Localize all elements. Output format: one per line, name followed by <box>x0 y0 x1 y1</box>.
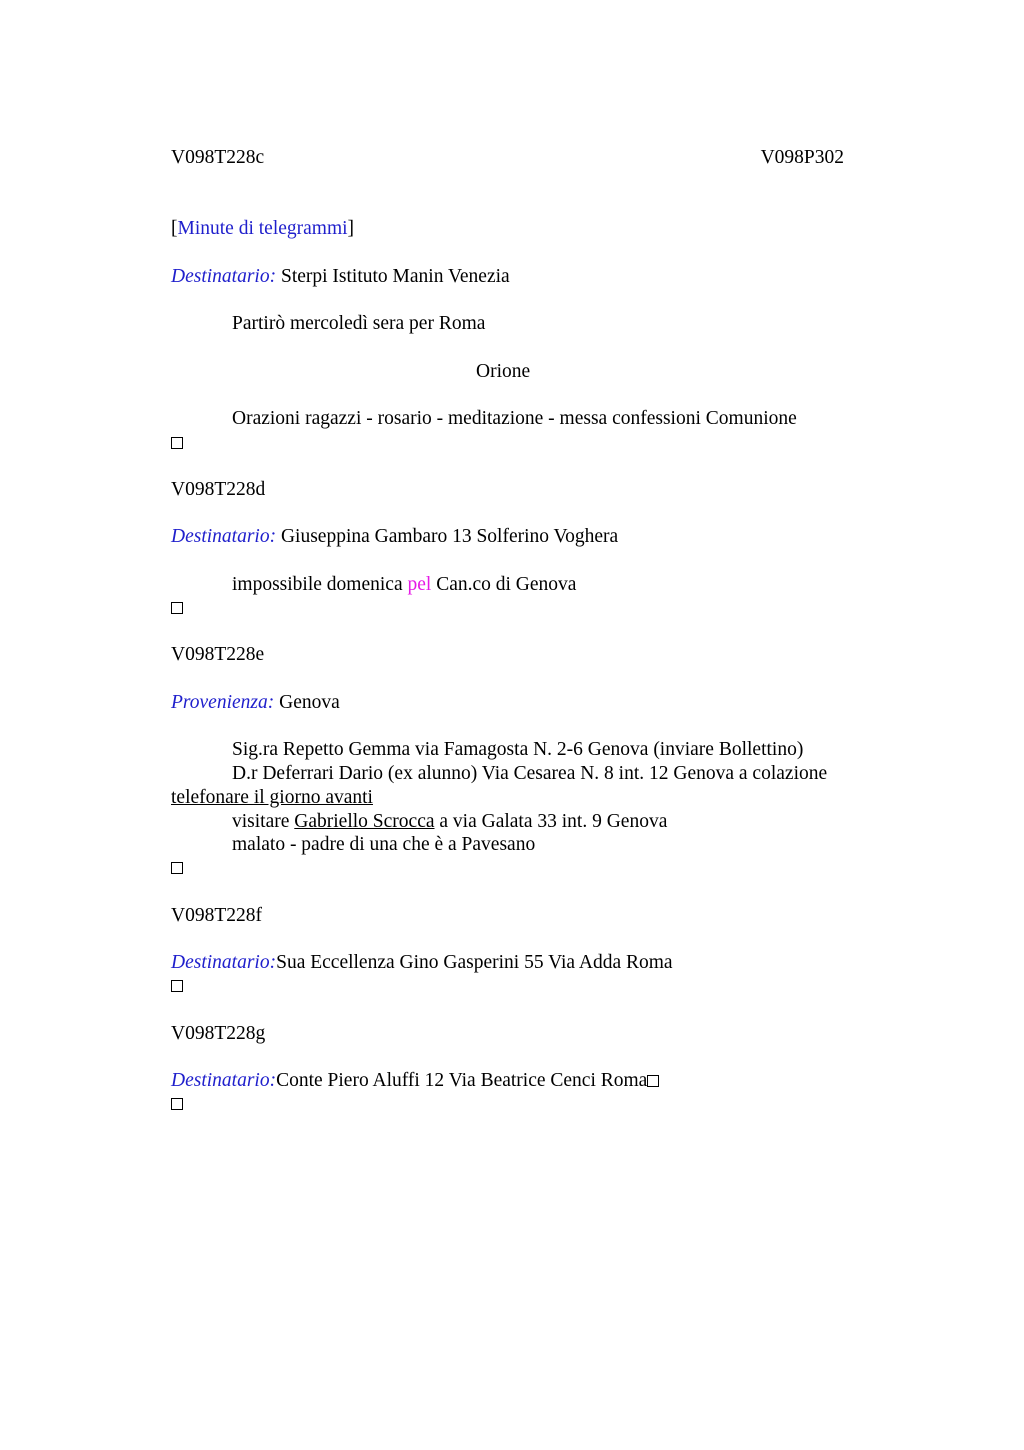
message-line: D.r Deferrari Dario (ex alunno) Via Cesarea N. 8 int. 12 Genova a colazione <box>232 763 828 784</box>
recipient-value: Conte Piero Aluffi 12 Via Beatrice Cenci Roma <box>276 1070 648 1091</box>
message-line <box>232 573 576 597</box>
text-segment: impossibile domenica <box>232 574 408 595</box>
end-marker-icon <box>171 1092 183 1116</box>
origin-line <box>171 691 340 715</box>
recipient-label: Destinatario: <box>171 1070 277 1091</box>
highlighted-word: pel <box>407 574 432 595</box>
end-marker-icon <box>647 1075 659 1087</box>
bracket-close: ] <box>347 218 355 239</box>
recipient-label: Destinatario: <box>171 952 277 973</box>
title-text: Minute di telegrammi <box>177 218 348 239</box>
page-code: V098P302 <box>760 147 844 168</box>
signature: Orione <box>476 361 531 382</box>
text-segment: a via Galata 33 int. 9 Genova <box>434 811 668 832</box>
text-segment: visitare <box>232 811 295 832</box>
recipient-value: Sterpi Istituto Manin Venezia <box>276 266 510 287</box>
recipient-label: Destinatario: <box>171 266 277 287</box>
message-line: malato - padre di una che è a Pavesano <box>232 834 536 855</box>
telegram-code: V098T228f <box>171 905 262 926</box>
end-marker-icon <box>171 596 183 620</box>
underlined-line: telefonare il giorno avanti <box>171 787 373 808</box>
recipient-line <box>171 525 618 549</box>
origin-label: Provenienza: <box>171 692 275 713</box>
message-line: Orazioni ragazzi - rosario - meditazione - messa confessioni Comunione <box>232 408 797 429</box>
recipient-value: Giuseppina Gambaro 13 Solferino Voghera <box>276 526 619 547</box>
origin-value: Genova <box>274 692 340 713</box>
message-line <box>232 810 667 834</box>
recipient-line <box>171 1069 659 1093</box>
telegram-code: V098T228d <box>171 479 266 500</box>
section-title <box>171 217 354 241</box>
message-line: Sig.ra Repetto Gemma via Famagosta N. 2-6 Genova (inviare Bollettino) <box>232 739 804 760</box>
recipient-label: Destinatario: <box>171 526 277 547</box>
bracket-open: [ <box>171 218 178 239</box>
recipient-value: Sua Eccellenza Gino Gasperini 55 Via Adda Roma <box>276 952 673 973</box>
telegram-code: V098T228e <box>171 644 265 665</box>
end-marker-icon <box>171 974 183 998</box>
recipient-line <box>171 265 510 289</box>
end-marker-icon <box>171 431 183 455</box>
recipient-line <box>171 951 673 975</box>
message-line: Partirò mercoledì sera per Roma <box>232 313 486 334</box>
doc-code: V098T228c <box>171 147 265 168</box>
end-marker-icon <box>171 856 183 880</box>
text-segment: Can.co di Genova <box>431 574 577 595</box>
telegram-code: V098T228g <box>171 1023 266 1044</box>
underlined-name: Gabriello Scrocca <box>294 811 435 832</box>
